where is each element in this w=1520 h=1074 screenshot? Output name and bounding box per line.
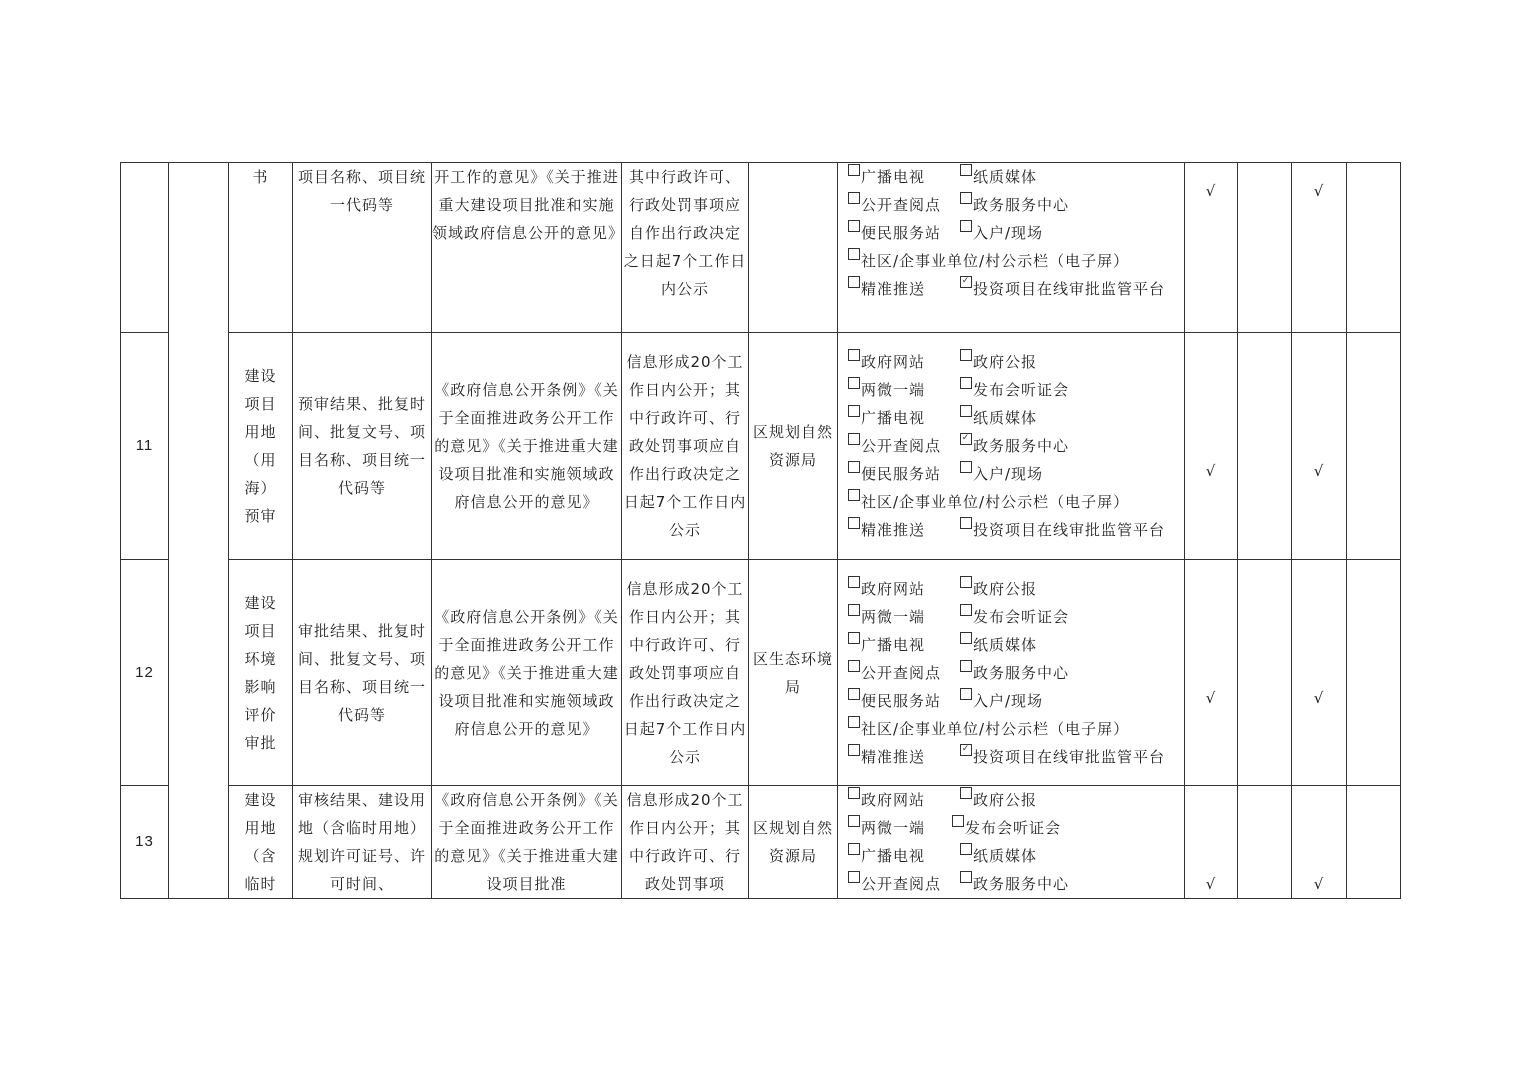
checkbox-icon — [848, 517, 860, 529]
channel-option: 公开查阅点 — [848, 191, 960, 219]
channel-option: 精准推送 — [848, 516, 960, 544]
channel-option: 两微一端 — [848, 814, 952, 842]
channel-option: 便民服务站 — [848, 687, 960, 715]
check-mark: √ — [1292, 163, 1347, 333]
checkbox-icon — [848, 688, 860, 700]
checkbox-icon — [960, 787, 972, 799]
checkbox-icon — [848, 489, 860, 501]
channel-option: 社区/企事业单位/村公示栏（电子屏） — [848, 247, 1129, 275]
item-name: 建设项目用地（用海）预审 — [229, 333, 293, 560]
checkbox-icon — [960, 517, 972, 529]
checkbox-icon — [848, 815, 860, 827]
disclosure-basis: 《政府信息公开条例》《关于全面推进政务公开工作的意见》《关于推进重大建设项目批准和实施领域政府信息公开的意见》 — [432, 333, 622, 560]
checkbox-icon — [960, 660, 972, 672]
disclosure-subject — [749, 163, 838, 333]
checkbox-icon — [848, 604, 860, 616]
channel-option: 社区/企事业单位/村公示栏（电子屏） — [848, 715, 1129, 743]
check-mark: √ — [1292, 786, 1347, 899]
channel-option: 纸质媒体 — [960, 842, 1037, 870]
disclosure-content: 审批结果、批复时间、批复文号、项目名称、项目统一代码等 — [293, 560, 432, 786]
channel-option: 政府网站 — [848, 786, 960, 814]
item-name: 书 — [229, 163, 293, 333]
channel-option: 精准推送 — [848, 743, 960, 771]
checkbox-icon — [848, 871, 860, 883]
checkbox-icon — [960, 871, 972, 883]
checkbox-icon — [848, 716, 860, 728]
channel-option: 两微一端 — [848, 376, 960, 404]
checkbox-icon — [848, 349, 860, 361]
disclosure-subject: 区规划自然资源局 — [749, 786, 838, 899]
empty-cell — [1238, 333, 1292, 560]
table-row — [121, 163, 1401, 333]
checkbox-icon — [848, 164, 860, 176]
empty-cell — [1347, 560, 1401, 786]
row-number: 12 — [121, 560, 169, 786]
checkbox-icon — [848, 405, 860, 417]
checkbox-icon — [960, 349, 972, 361]
checkbox-icon — [848, 843, 860, 855]
checkbox-icon — [848, 220, 860, 232]
disclosure-content: 审核结果、建设用地（含临时用地）规划许可证号、许可时间、 — [293, 786, 432, 899]
channel-option: ✓ 政务服务中心 — [960, 432, 1069, 460]
channel-option: 投资项目在线审批监管平台 — [960, 516, 1165, 544]
channel-option: 便民服务站 — [848, 219, 960, 247]
check-mark: √ — [1185, 786, 1238, 899]
table-row — [121, 786, 1401, 899]
channel-option: 公开查阅点 — [848, 870, 960, 898]
checkbox-icon — [960, 632, 972, 644]
disclosure-channels — [838, 163, 1185, 333]
checkbox-icon — [848, 248, 860, 260]
disclosure-table — [120, 162, 1401, 899]
checkbox-icon — [848, 377, 860, 389]
disclosure-subject: 区规划自然资源局 — [749, 333, 838, 560]
channel-option: 广播电视 — [848, 842, 960, 870]
disclosure-time: 信息形成20个工作日内公开；其中行政许可、行政处罚事项应自作出行政决定之日起7个工作日内公示 — [622, 560, 749, 786]
disclosure-basis: 《政府信息公开条例》《关于全面推进政务公开工作的意见》《关于推进重大建设项目批准 — [432, 786, 622, 899]
channel-option: 纸质媒体 — [960, 631, 1037, 659]
channel-option: 政府公报 — [960, 575, 1037, 603]
channel-option: 两微一端 — [848, 603, 960, 631]
empty-cell — [1347, 333, 1401, 560]
empty-cell — [1238, 786, 1292, 899]
checkbox-icon — [848, 433, 860, 445]
disclosure-content: 项目名称、项目统一代码等 — [293, 163, 432, 333]
checkbox-icon — [960, 843, 972, 855]
check-mark: √ — [1292, 560, 1347, 786]
channel-option: 便民服务站 — [848, 460, 960, 488]
disclosure-content: 预审结果、批复时间、批复文号、项目名称、项目统一代码等 — [293, 333, 432, 560]
checkbox-icon — [952, 815, 964, 827]
disclosure-subject: 区生态环境局 — [749, 560, 838, 786]
channel-option: 政务服务中心 — [960, 870, 1069, 898]
channel-option: 发布会听证会 — [960, 376, 1069, 404]
row-number: 11 — [121, 333, 169, 560]
checkbox-icon — [960, 604, 972, 616]
checkbox-icon — [848, 461, 860, 473]
item-name: 建设项目环境影响评价审批 — [229, 560, 293, 786]
disclosure-time: 信息形成20个工作日内公开；其中行政许可、行政处罚事项 — [622, 786, 749, 899]
channel-option: 入户/现场 — [960, 219, 1043, 247]
checked-checkbox-icon — [960, 276, 972, 288]
empty-cell — [1347, 786, 1401, 899]
channel-option: 广播电视 — [848, 404, 960, 432]
channel-option: 政务服务中心 — [960, 659, 1069, 687]
checkbox-icon — [848, 660, 860, 672]
disclosure-channels — [838, 560, 1185, 786]
checkbox-icon — [848, 744, 860, 756]
checkbox-icon — [960, 220, 972, 232]
channel-option: 入户/现场 — [960, 687, 1043, 715]
checkbox-icon — [960, 576, 972, 588]
channel-option: 政府公报 — [960, 786, 1037, 814]
empty-cell — [1347, 163, 1401, 333]
disclosure-time: 信息形成20个工作日内公开；其中行政许可、行政处罚事项应自作出行政决定之日起7个工作日内公示 — [622, 333, 749, 560]
checkbox-icon — [848, 632, 860, 644]
table-row — [121, 560, 1401, 786]
disclosure-basis: 开工作的意见》《关于推进重大建设项目批准和实施领域政府信息公开的意见》 — [432, 163, 622, 333]
empty-cell — [1238, 163, 1292, 333]
checkbox-icon — [848, 787, 860, 799]
checked-checkbox-icon — [960, 744, 972, 756]
checkbox-icon — [848, 576, 860, 588]
checkbox-icon — [960, 192, 972, 204]
check-mark: √ — [1185, 560, 1238, 786]
channel-option: 广播电视 — [848, 631, 960, 659]
checkbox-icon — [848, 192, 860, 204]
item-name: 建设用地（含临时 — [229, 786, 293, 899]
channel-option: 入户/现场 — [960, 460, 1043, 488]
disclosure-channels — [838, 333, 1185, 560]
checked-checkbox-icon — [960, 433, 972, 445]
channel-option: 公开查阅点 — [848, 432, 960, 460]
channel-option: ✓ 投资项目在线审批监管平台 — [960, 743, 1165, 771]
disclosure-basis: 《政府信息公开条例》《关于全面推进政务公开工作的意见》《关于推进重大建设项目批准和实施领域政府信息公开的意见》 — [432, 560, 622, 786]
channel-option: 公开查阅点 — [848, 659, 960, 687]
channel-option: ✓ 投资项目在线审批监管平台 — [960, 275, 1165, 303]
checkbox-icon — [960, 405, 972, 417]
row-number: 13 — [121, 786, 169, 899]
channel-option: 精准推送 — [848, 275, 960, 303]
channel-option: 社区/企事业单位/村公示栏（电子屏） — [848, 488, 1129, 516]
disclosure-channels — [838, 786, 1185, 899]
empty-cell — [1238, 560, 1292, 786]
table-row — [121, 333, 1401, 560]
check-mark: √ — [1185, 163, 1238, 333]
channel-option: 政府网站 — [848, 348, 960, 376]
checkbox-icon — [960, 461, 972, 473]
disclosure-time: 其中行政许可、行政处罚事项应自作出行政决定之日起7个工作日内公示 — [622, 163, 749, 333]
checkbox-icon — [848, 276, 860, 288]
check-mark: √ — [1292, 333, 1347, 560]
checkbox-icon — [960, 688, 972, 700]
channel-option: 政务服务中心 — [960, 191, 1069, 219]
checkbox-icon — [960, 164, 972, 176]
category-cell — [169, 163, 229, 899]
channel-option: 政府公报 — [960, 348, 1037, 376]
channel-option: 政府网站 — [848, 575, 960, 603]
checkbox-icon — [960, 377, 972, 389]
channel-option: 纸质媒体 — [960, 163, 1037, 191]
check-mark: √ — [1185, 333, 1238, 560]
channel-option: 发布会听证会 — [952, 814, 1061, 842]
channel-option: 发布会听证会 — [960, 603, 1069, 631]
channel-option: 广播电视 — [848, 163, 960, 191]
channel-option: 纸质媒体 — [960, 404, 1037, 432]
row-number — [121, 163, 169, 333]
